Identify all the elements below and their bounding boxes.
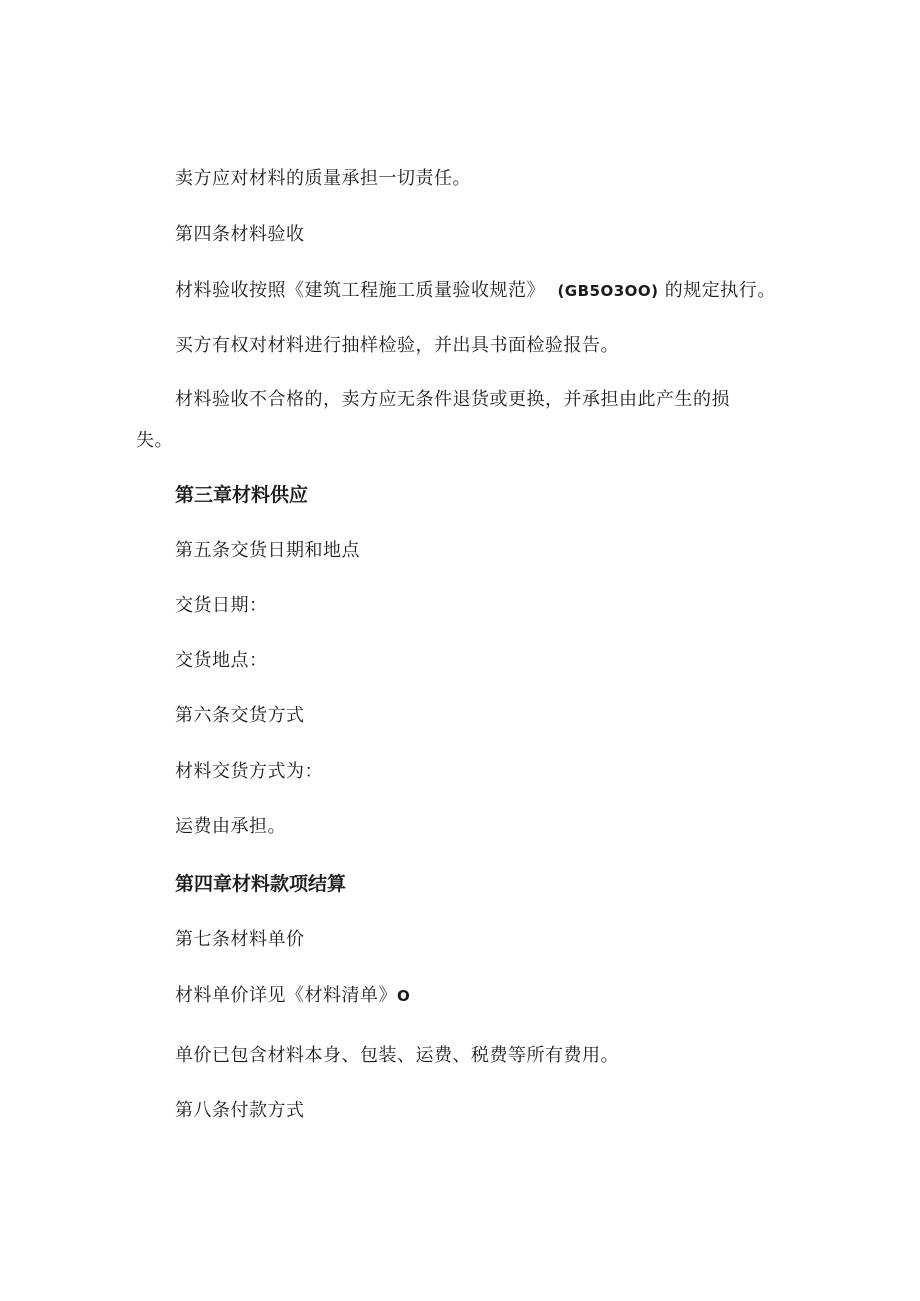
freight-responsibility: 运费由承担。 xyxy=(175,816,286,837)
paragraph-acceptance-standard xyxy=(175,278,776,304)
acceptance-text-after: 的规定执行。 xyxy=(664,280,776,301)
delivery-location-label: 交货地点： xyxy=(175,650,268,671)
chapter-4-heading: 第四章材料款项结算 xyxy=(175,873,347,895)
paragraph-price-inclusions: 单价已包含材料本身、包装、运费、税费等所有费用。 xyxy=(175,1045,619,1066)
article-8-heading: 第八条付款方式 xyxy=(175,1100,305,1121)
paragraph-sampling-inspection: 买方有权对材料进行抽样检验，并出具书面检验报告。 xyxy=(175,335,619,356)
paragraph-quality-responsibility: 卖方应对材料的质量承担一切责任。 xyxy=(175,168,471,189)
unit-price-mark: O xyxy=(397,987,411,1005)
article-4-heading: 第四条材料验收 xyxy=(175,224,305,245)
delivery-date-label: 交货日期： xyxy=(175,595,268,616)
chapter-3-heading: 第三章材料供应 xyxy=(175,484,309,506)
paragraph-unit-price-list xyxy=(175,983,410,1009)
article-7-heading: 第七条材料单价 xyxy=(175,929,305,950)
standard-code: (GB5O3OO) xyxy=(557,282,659,300)
delivery-method-label: 材料交货方式为： xyxy=(175,761,323,782)
unit-price-text: 材料单价详见《材料清单》 xyxy=(175,985,397,1006)
paragraph-rejection: 材料验收不合格的，卖方应无条件退货或更换，并承担由此产生的损 xyxy=(175,389,730,410)
article-6-heading: 第六条交货方式 xyxy=(175,705,305,726)
acceptance-text-before: 材料验收按照《建筑工程施工质量验收规范》 xyxy=(175,280,545,301)
paragraph-rejection-continued: 失。 xyxy=(136,430,173,451)
article-5-heading: 第五条交货日期和地点 xyxy=(175,540,360,561)
